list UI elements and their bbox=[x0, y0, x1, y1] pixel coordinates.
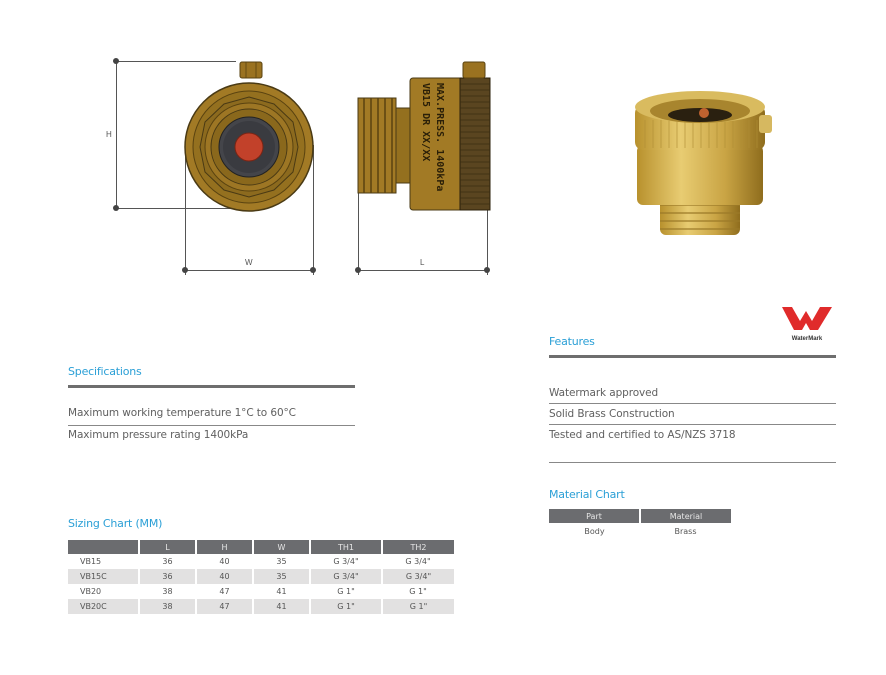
cell-th1: G 1" bbox=[337, 587, 355, 596]
cell-l: 38 bbox=[162, 587, 173, 596]
valve-side-view-icon bbox=[355, 58, 495, 213]
length-label: L bbox=[420, 258, 425, 267]
cell-h: 47 bbox=[196, 599, 253, 614]
watermark-w-icon bbox=[780, 305, 834, 331]
feature-item: Watermark approved bbox=[549, 387, 659, 399]
section-rule bbox=[549, 355, 836, 358]
product-photo bbox=[625, 75, 775, 245]
width-dimension-line bbox=[185, 270, 313, 271]
dimension-dot bbox=[182, 267, 188, 273]
dimension-dot bbox=[113, 205, 119, 211]
cell-model: VB20 bbox=[80, 587, 102, 596]
watermark-logo bbox=[780, 305, 834, 342]
cell-h: 40 bbox=[196, 569, 253, 584]
width-label: W bbox=[245, 258, 253, 267]
sizing-table-header bbox=[68, 540, 454, 554]
specifications-title: Specifications bbox=[68, 365, 142, 378]
watermark-label: WaterMark bbox=[791, 336, 823, 342]
cell-model: VB15C bbox=[68, 569, 139, 584]
dimension-dot bbox=[355, 267, 361, 273]
cell-th2: G 1" bbox=[409, 587, 427, 596]
cell-l: 38 bbox=[139, 599, 196, 614]
table-row bbox=[68, 584, 454, 599]
dimension-dot bbox=[113, 58, 119, 64]
valve-front-view-icon bbox=[180, 58, 320, 213]
table-row bbox=[549, 523, 731, 539]
dimension-dot bbox=[310, 267, 316, 273]
table-row bbox=[68, 554, 454, 569]
table-row bbox=[68, 569, 454, 584]
spec-item: Maximum working temperature 1°C to 60°C bbox=[68, 407, 296, 419]
column-header-part: Part bbox=[549, 509, 640, 523]
divider bbox=[68, 425, 355, 426]
column-header-w: W bbox=[253, 540, 310, 554]
length-dimension-line bbox=[358, 270, 487, 271]
divider bbox=[549, 462, 836, 463]
material-chart-title: Material Chart bbox=[549, 488, 625, 501]
cell-h: 40 bbox=[219, 557, 230, 566]
cell-model: VB15 bbox=[80, 557, 102, 566]
cell-w: 35 bbox=[276, 557, 287, 566]
cell-l: 36 bbox=[139, 569, 196, 584]
section-rule bbox=[68, 385, 355, 388]
cell-material: Brass bbox=[674, 526, 697, 536]
column-header-th1: TH1 bbox=[310, 540, 382, 554]
cell-model: VB20C bbox=[68, 599, 139, 614]
column-header-th2: TH2 bbox=[382, 540, 454, 554]
column-header-model bbox=[68, 540, 139, 554]
cell-w: 41 bbox=[253, 599, 310, 614]
divider bbox=[549, 403, 836, 404]
cell-w: 41 bbox=[276, 587, 287, 596]
divider bbox=[549, 424, 836, 425]
dimension-dot bbox=[484, 267, 490, 273]
column-header-material: Material bbox=[640, 509, 731, 523]
feature-item: Tested and certified to AS/NZS 3718 bbox=[549, 429, 736, 441]
cell-th1: G 3/4" bbox=[310, 569, 382, 584]
column-header-h: H bbox=[196, 540, 253, 554]
sizing-chart-title: Sizing Chart (MM) bbox=[68, 517, 163, 530]
cell-l: 36 bbox=[162, 557, 173, 566]
svg-text:MAX.PRESS. 1400kPa: MAX.PRESS. 1400kPa bbox=[434, 83, 445, 192]
material-table bbox=[549, 509, 731, 539]
height-label: H bbox=[106, 130, 112, 139]
spec-item: Maximum pressure rating 1400kPa bbox=[68, 429, 249, 441]
cell-th2: G 1" bbox=[382, 599, 454, 614]
svg-text:VB15 DR XX/XX: VB15 DR XX/XX bbox=[420, 83, 431, 162]
cell-th2: G 3/4" bbox=[382, 569, 454, 584]
cell-part: Body bbox=[584, 526, 605, 536]
height-dimension-line bbox=[116, 62, 117, 209]
cell-th1: G 3/4" bbox=[333, 557, 359, 566]
sizing-table bbox=[68, 540, 455, 614]
cell-th1: G 1" bbox=[310, 599, 382, 614]
cell-w: 35 bbox=[253, 569, 310, 584]
table-row bbox=[68, 599, 454, 614]
cell-th2: G 3/4" bbox=[405, 557, 431, 566]
column-header-l: L bbox=[139, 540, 196, 554]
cell-h: 47 bbox=[219, 587, 230, 596]
material-table-header bbox=[549, 509, 731, 523]
features-title: Features bbox=[549, 335, 595, 348]
feature-item: Solid Brass Construction bbox=[549, 408, 675, 420]
